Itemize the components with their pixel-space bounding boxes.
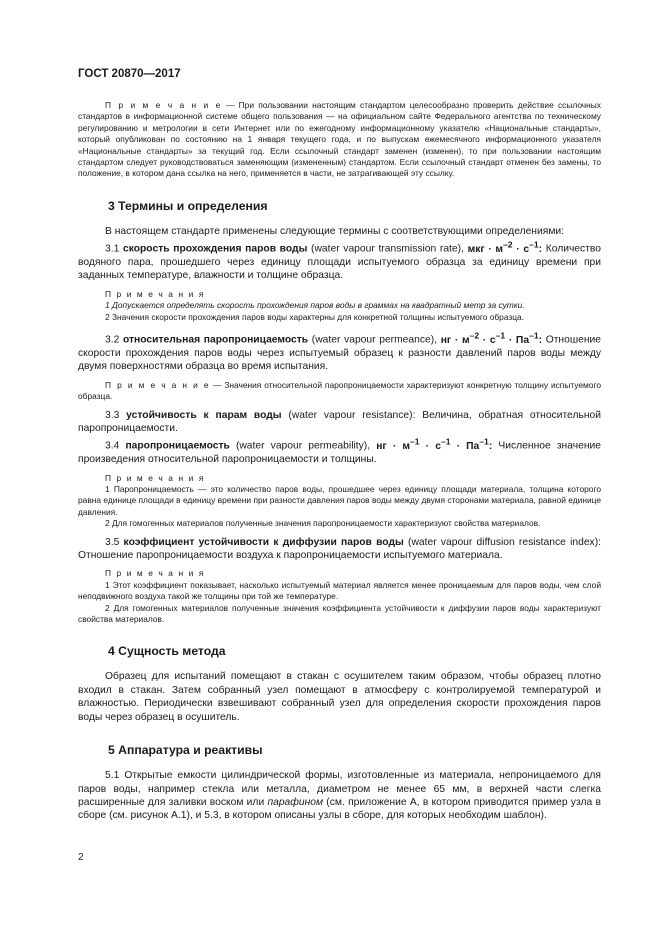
section-3-heading: 3 Термины и определения [108, 198, 268, 213]
term-english: (water vapour permeability), [229, 440, 377, 452]
term-number: 3.2 [105, 334, 123, 346]
term-3-5 [78, 536, 601, 563]
page-number: 2 [78, 852, 84, 863]
term-number: 3.4 [105, 440, 126, 452]
term-number: 3.3 [105, 409, 127, 421]
term-number: 3.1 [105, 243, 123, 255]
section-3-intro: В настоящем стандарте применены следующие термины с соответствующими определениями: [105, 225, 565, 237]
term-unit: нг · $м^{-2} \cdot с^{-1} \cdot Па^{-1}$: [440, 330, 543, 346]
term-english: (water vapour resistance): [281, 409, 416, 421]
note-references [78, 100, 601, 180]
section-5-heading: 5 Аппаратура и реактивы [108, 743, 263, 758]
term-name: устойчивость к парам воды [126, 409, 282, 421]
term-definition: Величина, обратная относительной паропроницаемости. [78, 409, 601, 434]
section-4-heading: 4 Сущность метода [108, 644, 226, 659]
term-definition: Численное значение произведения относительной паропроницаемости и толщины. [78, 440, 601, 466]
note-item: 1 Паропроницаемость — это количество паров воды, прошедшее через единицу площади материала, толщина которого равна единице площади в единицу времени при разности давления паров воды между двумя сторонами материала, равной единице давления. [78, 484, 601, 517]
term-number: 3.5 [105, 536, 124, 548]
section-5-1-text: 5.1 Открытые емкости цилиндрической формы, изготовленные из материала, непроницаемого для паров воды, например стекла или металла, диаметром не менее 65 мм, в верхней части слегка расширенные для заливки воском или парафином (см. приложение А, в котором приводится пример узла в сборе (см. рисунок А.1), и 5.3, в котором описаны узлы в сборе, для которых необходим шаблон). [78, 770, 601, 822]
note-label: П р и м е ч а н и е [105, 379, 211, 390]
term-definition: Отношение скорости прохождения паров воды через испытуемый образец к разности давлений паров воды между двумя поверхностями образца во время испытания. [78, 334, 602, 373]
term-name: скорость прохождения паров воды [122, 243, 308, 255]
term-english: (water vapour transmission rate), [307, 243, 468, 255]
term-3-4 [78, 435, 601, 466]
note-item: 2 Для гомогенных материалов полученные значения коэффициента устойчивости к диффузии паров воды характеризуют свойства материалов. [78, 602, 601, 625]
note-item: 1 Допускается определять скорость прохождения паров воды в граммах на квадратный метр за сутки. [105, 300, 525, 311]
term-unit: нг · $м^{-1} \cdot с^{-1} \cdot Па^{-1}$: [376, 436, 493, 452]
note-item: 2 Значения скорости прохождения паров воды характерны для конкретной толщины испытуемого образца. [105, 311, 525, 322]
term-definition: Количество водяного пара, прошедшего через единицу площади испытуемого образца за единицу времени при заданных температуре, влажности и толщине образца. [78, 243, 602, 282]
term-name: паропроницаемость [125, 440, 230, 452]
note-label: П р и м е ч а н и е [105, 100, 222, 110]
note-3-2 [78, 380, 601, 403]
notes-label: П р и м е ч а н и я [105, 288, 205, 299]
term-name: коэффициент устойчивости к диффузии паров воды [123, 536, 404, 548]
term-english: (water vapour permeance), [308, 334, 441, 346]
term-name: относительная паропроницаемость [122, 334, 309, 346]
term-definition: Отношение паропроницаемости воздуха к паропроницаемости испытуемого материала. [78, 550, 503, 562]
section-4-text: Образец для испытаний помещают в стакан с осушителем таким образом, чтобы образец плотно входил в стакан. Затем собранный узел помещают в атмосферу с контролируемой температурой и влажностью. Периодически взвешивают собранный узел для определения скорости прохождения паров воды через образец в осушитель. [78, 671, 601, 723]
document-header: ГОСТ 20870—2017 [78, 68, 181, 80]
note-text: — Значения относительной паропроницаемости характеризуют конкретную толщину испытуемого образца. [78, 379, 601, 402]
term-english: (water vapour diffusion resistance index): [403, 536, 601, 548]
term-3-3 [78, 409, 601, 436]
note-item: 2 Для гомогенных материалов полученные значения паропроницаемости характеризуют свойства материалов. [105, 518, 541, 529]
notes-label: П р и м е ч а н и я [105, 472, 205, 483]
note-text: — При пользовании настоящим стандартом целесообразно проверить действие ссылочных стандартов в информационной системе общего пользования — на официальном сайте Федерального агентства по техническому регулированию и метрологии в сети Интернет или по ежегодному информационному указателю «Национальные стандарты», который опубликован по состоянию на 1 января текущего года, и по выпускам ежемесячного информационного указателя «Национальные стандарты» за текущий год. Если ссылочный стандарт заменен (изменен), то при пользовании настоящим стандартом следует руководствоваться заменяющим (измененным) стандартом. Если ссылочный стандарт отменен без замены, то положение, в котором дана ссылка на него, применяется в части, не затрагивающей эту ссылку. [78, 100, 601, 179]
term-3-2 [78, 329, 601, 374]
note-item: 1 Этот коэффициент показывает, насколько испытуемый материал является менее проницаемым для паров воды, чем слой неподвижного воздуха такой же толщины при той же температуре. [78, 579, 601, 602]
term-unit: мкг · $м^{-2} \cdot с^{-1}$: [467, 239, 543, 255]
term-3-1 [78, 238, 601, 283]
notes-label: П р и м е ч а н и я [105, 568, 205, 579]
